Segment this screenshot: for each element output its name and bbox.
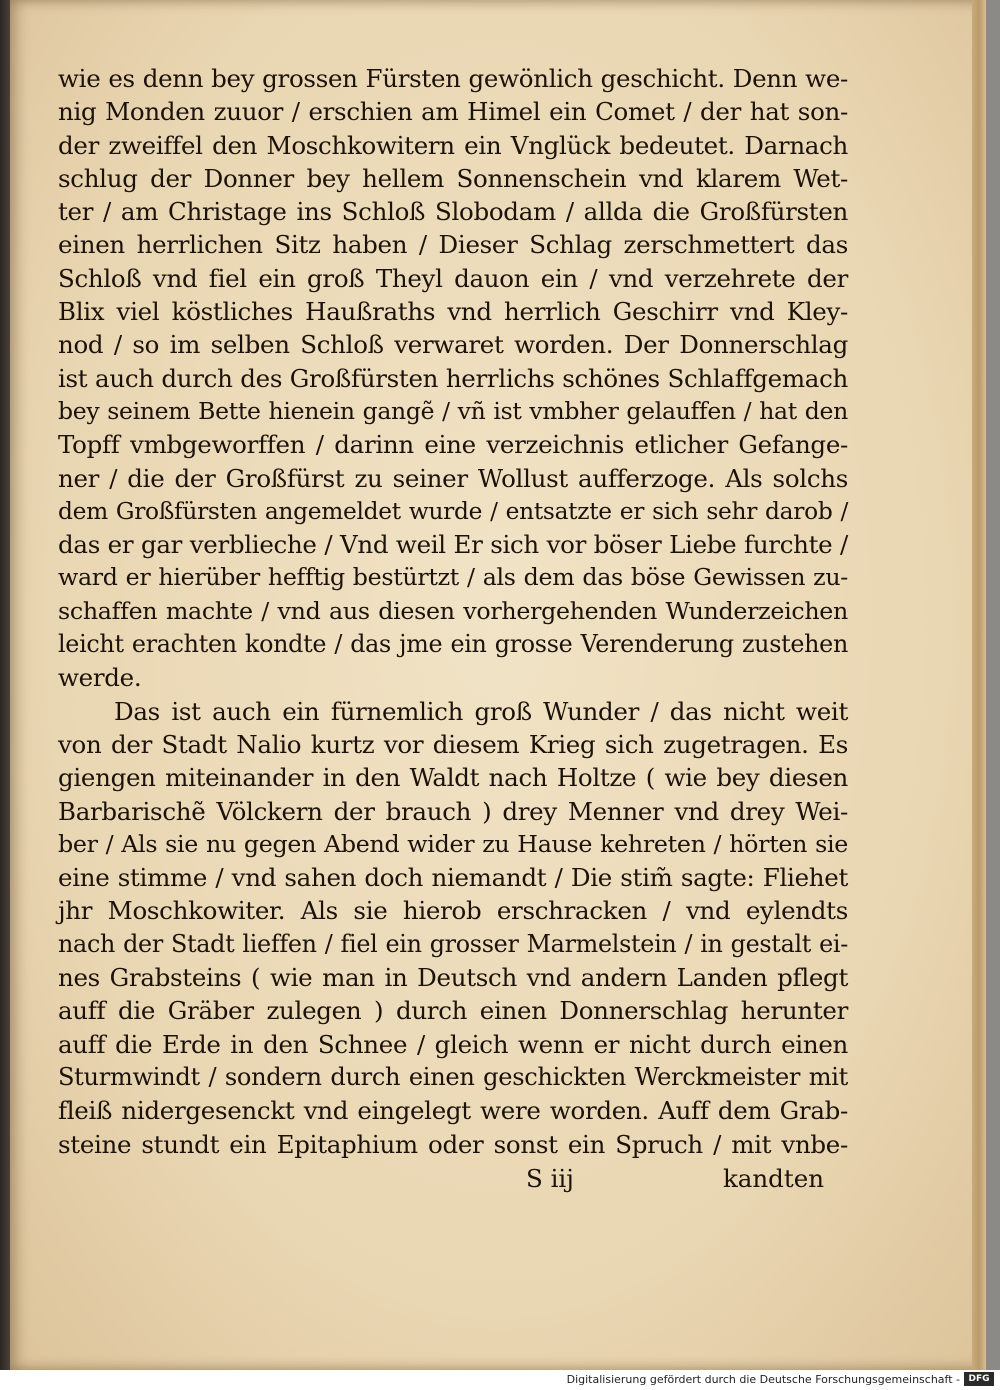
text-line: auff die Gräber zulegen ) durch einen Donnerschlag herunter bbox=[58, 996, 848, 1026]
text-line: schaffen machte / vnd aus diesen vorhergehenden Wunderzeichen bbox=[58, 596, 848, 625]
text-line: Barbarischẽ Völckern der brauch ) drey Menner vnd drey Wei- bbox=[58, 796, 848, 826]
text-line: giengen miteinander in den Waldt nach Holtze ( wie bey diesen bbox=[58, 763, 848, 793]
text-line: ner / die der Großfürst zu seiner Wollust aufferzoge. Als solchs bbox=[58, 463, 848, 493]
text-line: nig Monden zuuor / erschien am Himel ein Comet / der hat son- bbox=[58, 97, 848, 127]
text-line: Blix viel köstliches Haußraths vnd herrlich Geschirr vnd Kley- bbox=[58, 297, 848, 327]
text-line: wie es denn bey grossen Fürsten gewönlich geschicht. Denn we- bbox=[58, 64, 848, 93]
catchword: kandten bbox=[722, 1164, 824, 1193]
text-line: eine stimme / vnd sahen doch niemandt / Die stim̃ sagte: Fliehet bbox=[58, 863, 848, 893]
text-line: ter / am Christage ins Schloß Slobodam / allda die Großfürsten bbox=[58, 197, 848, 227]
text-line: nod / so im selben Schloß verwaret worden. Der Donnerschlag bbox=[58, 330, 848, 360]
page-footer-row bbox=[58, 1162, 824, 1196]
text-line: jhr Moschkowiter. Als sie hierob erschracken / vnd eylendts bbox=[58, 896, 848, 926]
page-edge-shadow bbox=[972, 0, 986, 1370]
text-line: das er gar verblieche / Vnd weil Er sich vor böser Liebe furchte / bbox=[58, 530, 848, 560]
text-line: ist auch durch des Großfürsten herrlichs schönes Schlaffgemach bbox=[58, 363, 848, 393]
text-line: nes Grabsteins ( wie man in Deutsch vnd andern Landen pflegt bbox=[58, 963, 848, 993]
text-line: der zweiffel den Moschkowitern ein Vnglück bedeutet. Darnach bbox=[58, 130, 848, 160]
paragraph-first-line: Das ist auch ein fürnemlich groß Wunder / das nicht weit bbox=[114, 696, 848, 726]
dfg-logo-icon: DFG bbox=[964, 1372, 994, 1386]
text-line: bey seinem Bette hienein gangẽ / vñ ist vmbher gelauffen / hat den bbox=[58, 396, 848, 425]
text-line: nach der Stadt lieffen / fiel ein grosser Marmelstein / in gestalt ei- bbox=[58, 929, 848, 958]
text-line: von der Stadt Nalio kurtz vor diesem Krieg sich zugetragen. Es bbox=[58, 729, 848, 759]
text-line: Topff vmbgeworffen / darinn eine verzeichnis etlicher Gefange- bbox=[58, 430, 848, 460]
signature-mark: S iij bbox=[526, 1164, 574, 1193]
page-text bbox=[58, 62, 848, 1161]
text-line: steine stundt ein Epitaphium oder sonst ein Spruch / mit vnbe- bbox=[58, 1129, 848, 1159]
text-line: leicht erachten kondte / das jme ein grosse Verenderung zustehen bbox=[58, 630, 848, 659]
text-line: ward er hierüber hefftig bestürtzt / als dem das böse Gewissen zu- bbox=[58, 563, 848, 592]
text-line: werde. bbox=[58, 663, 142, 693]
book-binding-edge bbox=[0, 0, 10, 1390]
text-line: einen herrlichen Sitz haben / Dieser Schlag zerschmettert das bbox=[58, 230, 848, 260]
text-line: ber / Als sie nu gegen Abend wider zu Hause kehreten / hörten sie bbox=[58, 829, 848, 858]
text-line: schlug der Donner bey hellem Sonnenschein vnd klarem Wet- bbox=[58, 163, 848, 193]
text-line: Sturmwindt / sondern durch einen geschickten Werckmeister mit bbox=[58, 1062, 848, 1091]
text-line: fleiß nidergesenckt vnd eingelegt were worden. Auff dem Grab- bbox=[58, 1096, 848, 1126]
text-line: Schloß vnd fiel ein groß Theyl dauon ein / vnd verzehrete der bbox=[58, 263, 848, 293]
text-line: auff die Erde in den Schnee / gleich wenn er nicht durch einen bbox=[58, 1029, 848, 1059]
funding-credit: Digitalisierung gefördert durch die Deutsche Forschungsgemeinschaft - bbox=[566, 1373, 960, 1386]
text-line: dem Großfürsten angemeldet wurde / entsatzte er sich sehr darob / bbox=[58, 497, 848, 525]
